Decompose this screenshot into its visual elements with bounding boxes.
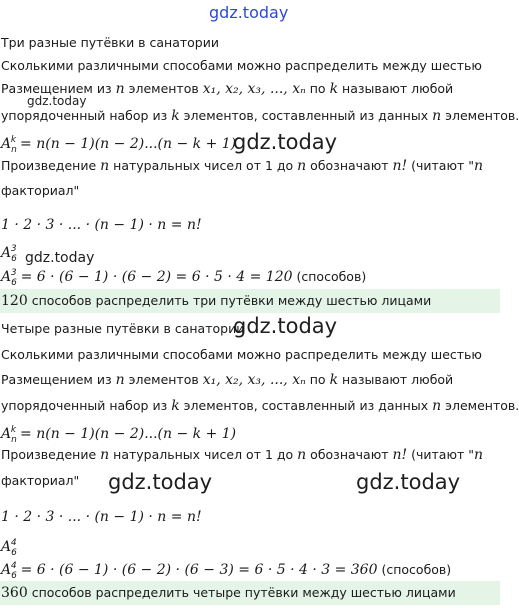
watermark-big-4: gdz.today [356,470,461,494]
def2-mid: элементов, составленный из данных [183,108,429,123]
def2-suffix: элементов. [445,108,519,123]
def2-n: n [432,108,442,124]
fact-sym: n! [392,158,408,174]
def2-k: k [171,108,180,124]
section-1-factorial-formula: 1 · 2 · 3 · ... · (n − 1) · n = n! [1,217,202,233]
calc: = 6 · (6 − 1) · (6 − 2) = 6 · 5 · 4 = 120 [20,269,293,285]
section-1-general-formula: $A_n^k = n(n - 1)(n - 2)...(n - k + 1)$ [1,135,237,155]
watermark-top: gdz.today [209,3,289,22]
def-by: по [309,81,326,96]
def2-prefix: упорядоченный набор из [1,108,168,123]
fact-n: n [100,158,110,174]
def-mid: элементов [128,81,199,96]
formula-general: = n(n − 1)(n − 2)...(n − k + 1) [20,136,237,152]
fact-denote: обозначают [310,158,389,173]
watermark-small-1: gdz.today [27,94,87,108]
section-2-calculation: $A_6^4 = 6 \cdot (6 - 1) \cdot (6 - 2) \cdot (6 - 3) = 6 \cdot 5 \cdot 4 \cdot 3 = 360$ (способов) [1,561,452,581]
watermark-big-1: gdz.today [233,130,338,154]
section-2-question: Сколькими различными способами можно распределить между шестью [1,347,482,362]
section-1-calculation: $A_6^3 = 6 \cdot (6 - 1) \cdot (6 - 2) = 6 \cdot 5 \cdot 4 = 120$ (способов) [1,268,367,288]
section-1-question: Сколькими различными способами можно распределить между шестью [1,58,482,73]
def-n: n [115,81,125,97]
answer-number: 120 [1,293,28,309]
fact-prefix: Произведение [1,158,97,173]
def-k: k [329,81,339,97]
fact-n3: n [474,158,484,174]
answer-text: способов распределить три путёвки между шестью лицами [31,293,432,308]
def-sequence: x₁, x₂, x₃, ..., xₙ [202,81,306,97]
watermark-small-2: gdz.today [25,250,95,266]
watermark-big-2: gdz.today [233,314,338,338]
fact-n2: n [297,158,307,174]
section-2-factorial-formula: 1 · 2 · 3 · ... · (n − 1) · n = n! [1,509,202,525]
section-2-answer: 360 способов распределить четыре путёвки между шестью лицами [1,585,456,601]
formula-sup: k [10,135,17,145]
section-2-title: Четыре разные путёвки в санатории [1,321,245,336]
def-suffix: называют любой [342,81,454,96]
fact-read: (читают " [411,158,474,173]
section-1-answer [1,292,431,310]
section-1-definition-line2 [1,107,519,125]
section-2-definition-line2: упорядоченный набор из k элементов, составленный из данных n элементов. [1,398,519,414]
calc-unit: (способов) [296,269,367,284]
watermark-big-3: gdz.today [108,470,213,494]
section-1-a-symbol: $A_6^3$ [1,244,17,264]
section-1-title: Три разные путёвки в санатории [1,35,219,50]
formula-sub: n [11,145,17,155]
section-2-a-symbol: $A_6^4$ [1,538,17,558]
section-1-factorial-line2: факториал" [1,183,80,198]
section-2-general-formula: $A_n^k = n(n - 1)(n - 2)...(n - k + 1)$ [1,425,237,445]
section-1-factorial-line1 [1,157,483,175]
section-2-definition-line1: Размещением из n элементов x₁, x₂, x₃, ..., xₙ по k называют любой [1,372,454,388]
fact-mid: натуральных чисел от 1 до [113,158,294,173]
def-prefix: Размещением из [1,81,112,96]
section-2-factorial-line1: Произведение n натуральных чисел от 1 до n обозначают n! (читают "n [1,447,484,463]
section-2-factorial-line2: факториал" [1,473,80,488]
